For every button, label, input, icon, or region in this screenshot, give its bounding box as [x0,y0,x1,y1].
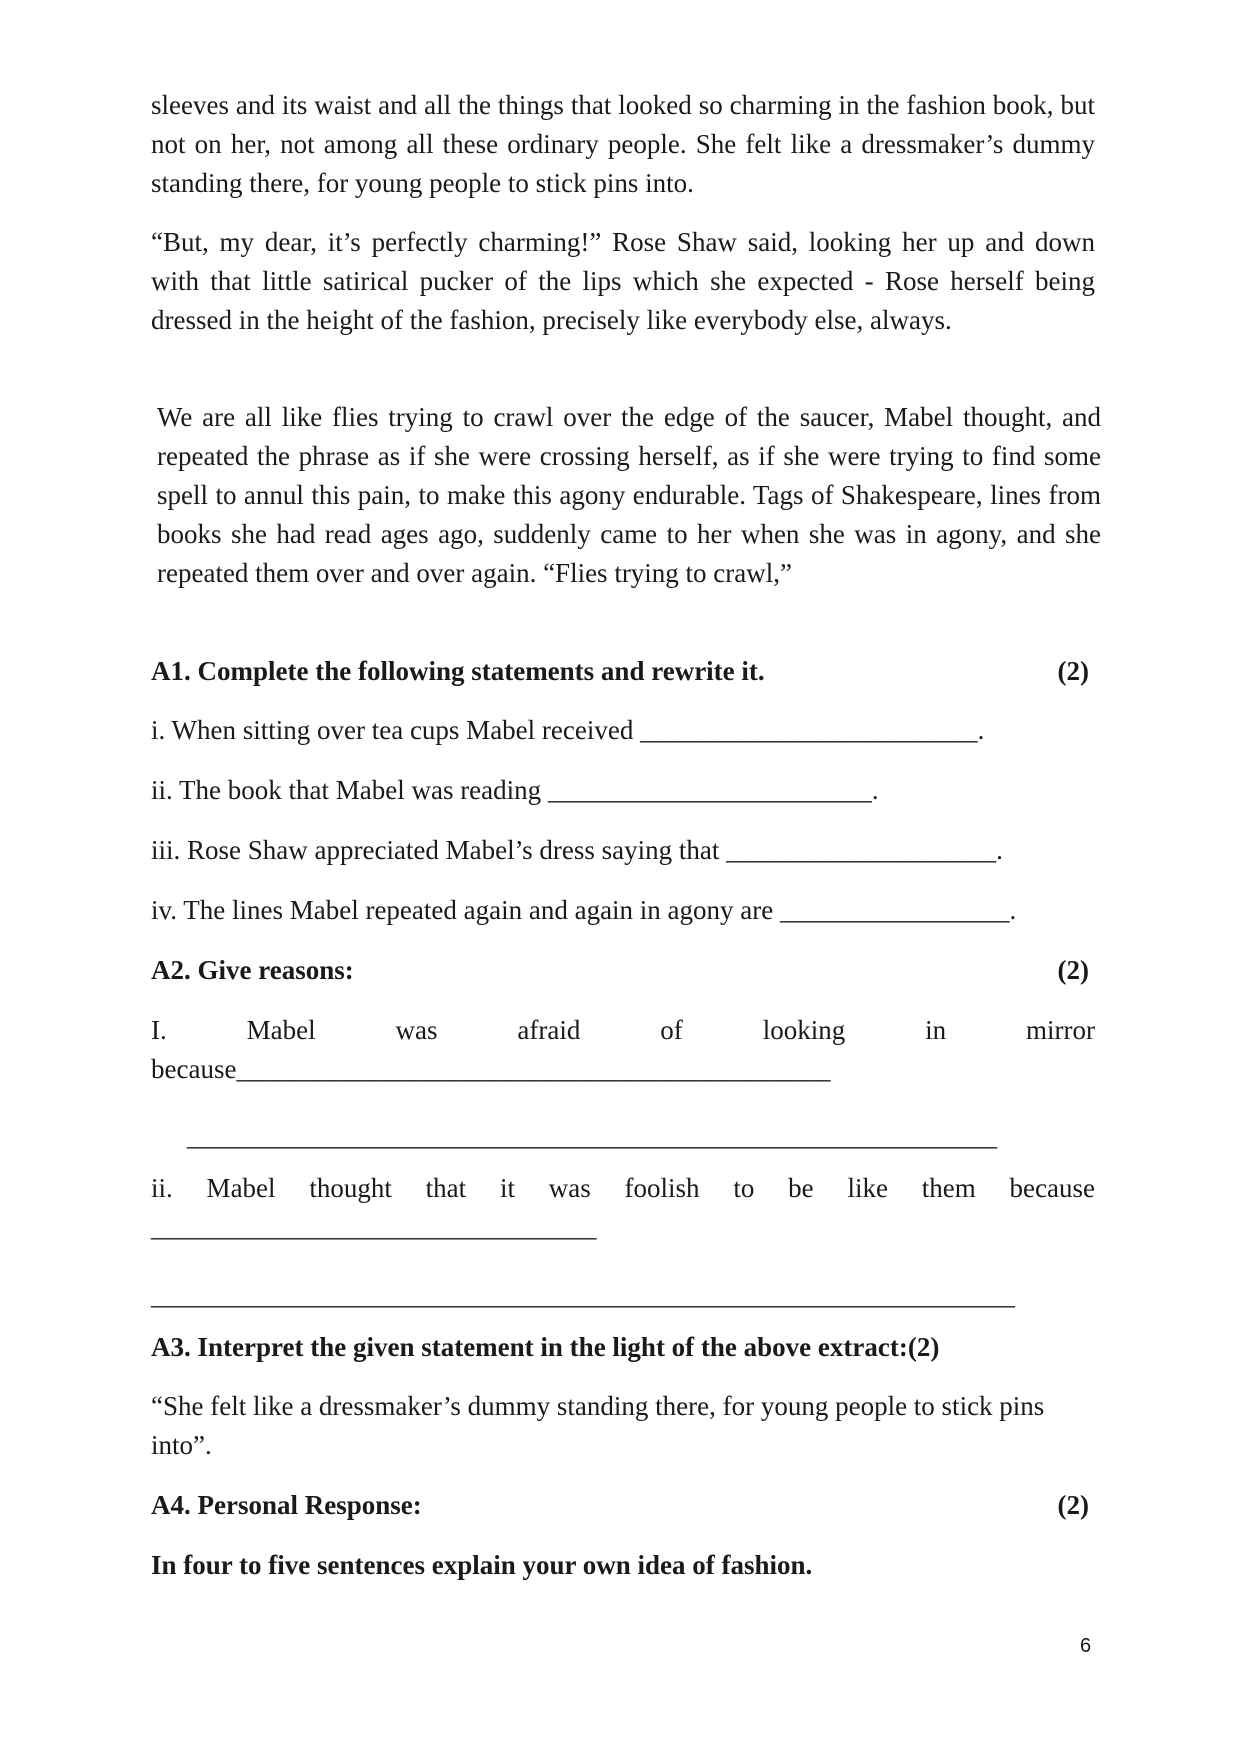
a4-heading-row [151,1486,1095,1525]
a2-item-2-answer-line: ________________________________________________________________ [151,1280,1015,1310]
a2-marks: (2) [1057,955,1089,985]
a1-item-3: iii. Rose Shaw appreciated Mabel’s dress saying that ____________________. [151,835,1003,865]
page-number: 6 [1080,1635,1092,1657]
a1-item-2: ii. The book that Mabel was reading ________________________. [151,775,879,805]
a4-heading: A4. Personal Response: [151,1490,422,1520]
a2-item-2-line-1: ii. Mabel thought that it was foolish to be like them because [151,1173,1095,1203]
a2-heading: A2. Give reasons: [151,955,354,985]
a1-item-1: i. When sitting over tea cups Mabel received _________________________. [151,715,985,745]
a3-heading: A3. Interpret the given statement in the light of the above extract:(2) [151,1332,940,1362]
a3-statement: “She felt like a dressmaker’s dummy standing there, for young people to stick pins into”. [151,1391,1045,1460]
passage-paragraph-3: We are all like flies trying to crawl over the edge of the saucer, Mabel thought, and repeated the phrase as if she were crossing herself, as if she were trying to find some spell to annul this pain, to make this agony endurable. Tags of Shakespeare, lines from books she had read ages ago, suddenly came to her when she was in agony, and she repeated them over and over again. “Flies trying to crawl,” [157,402,1101,588]
a2-item-1-line-2: because____________________________________________ [151,1054,831,1084]
a4-marks: (2) [1057,1490,1089,1520]
passage-paragraph-2: “But, my dear, it’s perfectly charming!” Rose Shaw said, looking her up and down with that little satirical pucker of the lips which she expected - Rose herself being dressed in the height of the fashion, precisely like everybody else, always. [151,227,1095,335]
a4-question: In four to five sentences explain your own idea of fashion. [151,1550,813,1580]
a2-item-1-answer-line: ____________________________________________________________ [187,1121,997,1151]
a2-item-1-line-1: I. Mabel was afraid of looking in mirror [151,1015,1095,1045]
a1-heading: A1. Complete the following statements and rewrite it. [151,656,765,686]
a2-heading-row [151,951,1095,990]
passage-paragraph-1: sleeves and its waist and all the things that looked so charming in the fashion book, but not on her, not among all these ordinary people. She felt like a dressmaker’s dummy standing there, for young people to stick pins into. [151,90,1095,198]
a1-marks: (2) [1057,656,1089,686]
a2-item-2-line-2: _________________________________ [151,1212,597,1242]
a1-heading-row [151,652,1095,691]
a1-item-4: iv. The lines Mabel repeated again and again in agony are _________________. [151,895,1017,925]
